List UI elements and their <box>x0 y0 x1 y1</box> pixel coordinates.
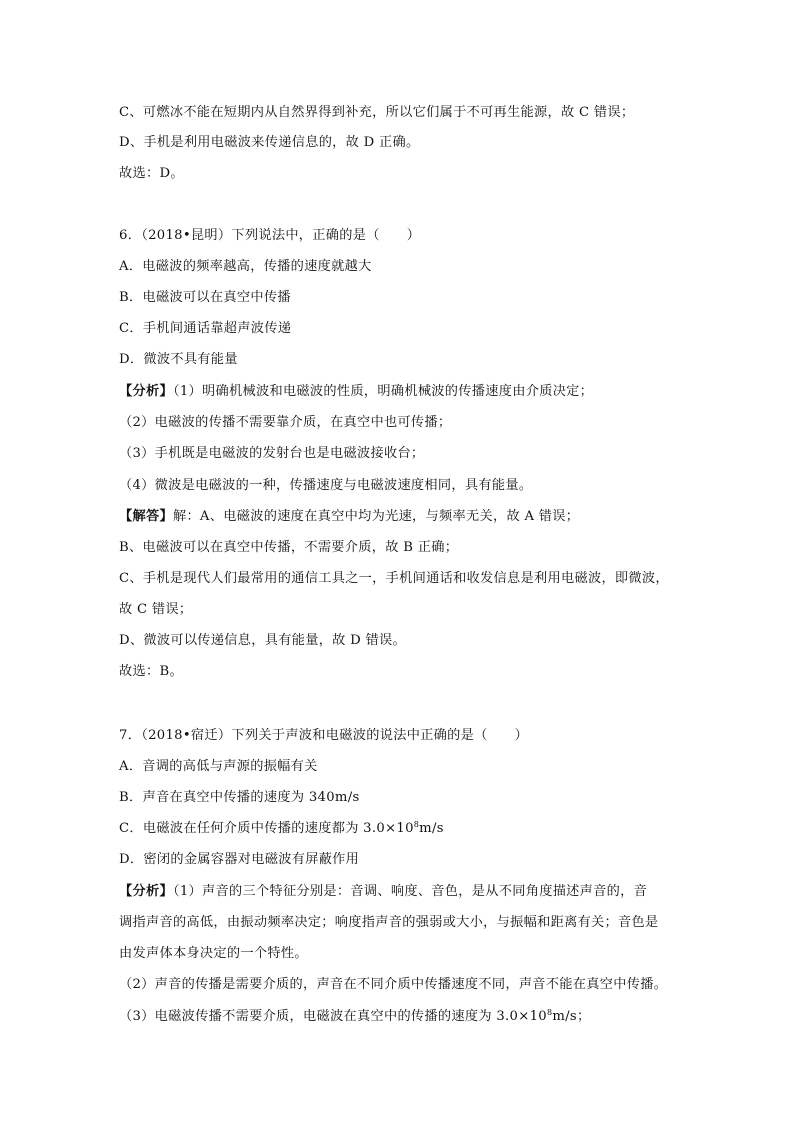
q7-analysis-1-cont: 调指声音的高低，由振动频率决定；响度指声音的强弱或大小，与振幅和距离有关；音色是 <box>119 915 659 930</box>
q7-analysis-2: （2）声音的传播是需要介质的，声音在不同介质中传播速度不同，声音不能在真空中传播。 <box>119 977 668 992</box>
q7-option-d: D．密闭的金属容器对电磁波有屏蔽作用 <box>119 852 360 867</box>
analysis-tag: 【分析】 <box>119 384 173 399</box>
q6-solution-4: D、微波可以传递信息，具有能量，故 D 错误。 <box>119 633 406 648</box>
q7-analysis-3-text: （3）电磁波传播不需要介质，电磁波在真空中的传播的速度为 3.0×10 <box>119 1009 547 1024</box>
q6-analysis-2: （2）电磁波的传播不需要靠介质，在真空中也可传播； <box>119 415 452 430</box>
analysis-text: （1）声音的三个特征分别是：音调、响度、音色，是从不同角度描述声音的，音 <box>172 884 648 899</box>
q6-analysis-3: （3）手机既是电磁波的发射台也是电磁波接收台； <box>119 446 425 461</box>
q6-option-d: D．微波不具有能量 <box>119 352 238 367</box>
q6-analysis-4: （4）微波是电磁波的一种，传播速度与电磁波速度相同，具有能量。 <box>119 478 533 493</box>
q6-solution-3-cont: 故 C 错误； <box>119 602 193 617</box>
q6-stem: 6．（2018•昆明）下列说法中，正确的是（ ） <box>119 228 421 243</box>
q7-option-a: A．音调的高低与声源的振幅有关 <box>119 759 318 774</box>
q6-option-b: B．电磁波可以在真空中传播 <box>119 290 291 305</box>
solution-tag: 【解答】 <box>119 509 173 524</box>
q6-option-c: C．手机间通话靠超声波传递 <box>119 321 292 336</box>
q7-stem: 7．（2018•宿迁）下列关于声波和电磁波的说法中正确的是（ ） <box>119 728 529 743</box>
q5-option-c-analysis: C、可燃冰不能在短期内从自然界得到补充，所以它们属于不可再生能源，故 C 错误； <box>119 105 635 120</box>
solution-text: 解：A、电磁波的速度在真空中均为光速，与频率无关，故 A 错误； <box>172 509 580 524</box>
q5-option-d-analysis: D、手机是利用电磁波来传递信息的，故 D 正确。 <box>119 135 420 150</box>
q6-answer: 故选：B。 <box>119 664 183 679</box>
q6-analysis-1 <box>119 382 679 402</box>
q7-option-c-text: C．电磁波在任何介质中传播的速度都为 3.0×10 <box>119 821 414 836</box>
analysis-text: （1）明确机械波和电磁波的性质，明确机械波的传播速度由介质决定； <box>172 384 594 399</box>
q6-solution-1 <box>119 507 679 527</box>
exponent: 8 <box>546 1008 553 1017</box>
q7-option-c-unit: m/s <box>419 821 444 836</box>
q7-option-c <box>119 819 679 839</box>
analysis-tag: 【分析】 <box>119 884 173 899</box>
q7-analysis-3-unit: m/s； <box>552 1009 591 1024</box>
exponent: 8 <box>413 820 420 829</box>
q6-option-a: A．电磁波的频率越高，传播的速度就越大 <box>119 259 372 274</box>
q7-option-b: B．声音在真空中传播的速度为 340m/s <box>119 790 360 805</box>
q7-analysis-1-cont2: 由发声体本身决定的一个特性。 <box>119 946 308 961</box>
q6-solution-2: B、电磁波可以在真空中传播，不需要介质，故 B 正确； <box>119 540 459 555</box>
q6-solution-3: C、手机是现代人们最常用的通信工具之一，手机间通话和收发信息是利用电磁波，即微波， <box>119 571 669 586</box>
q5-answer: 故选：D。 <box>119 166 184 181</box>
q7-analysis-3 <box>119 1007 679 1027</box>
q7-analysis-1 <box>119 882 679 902</box>
